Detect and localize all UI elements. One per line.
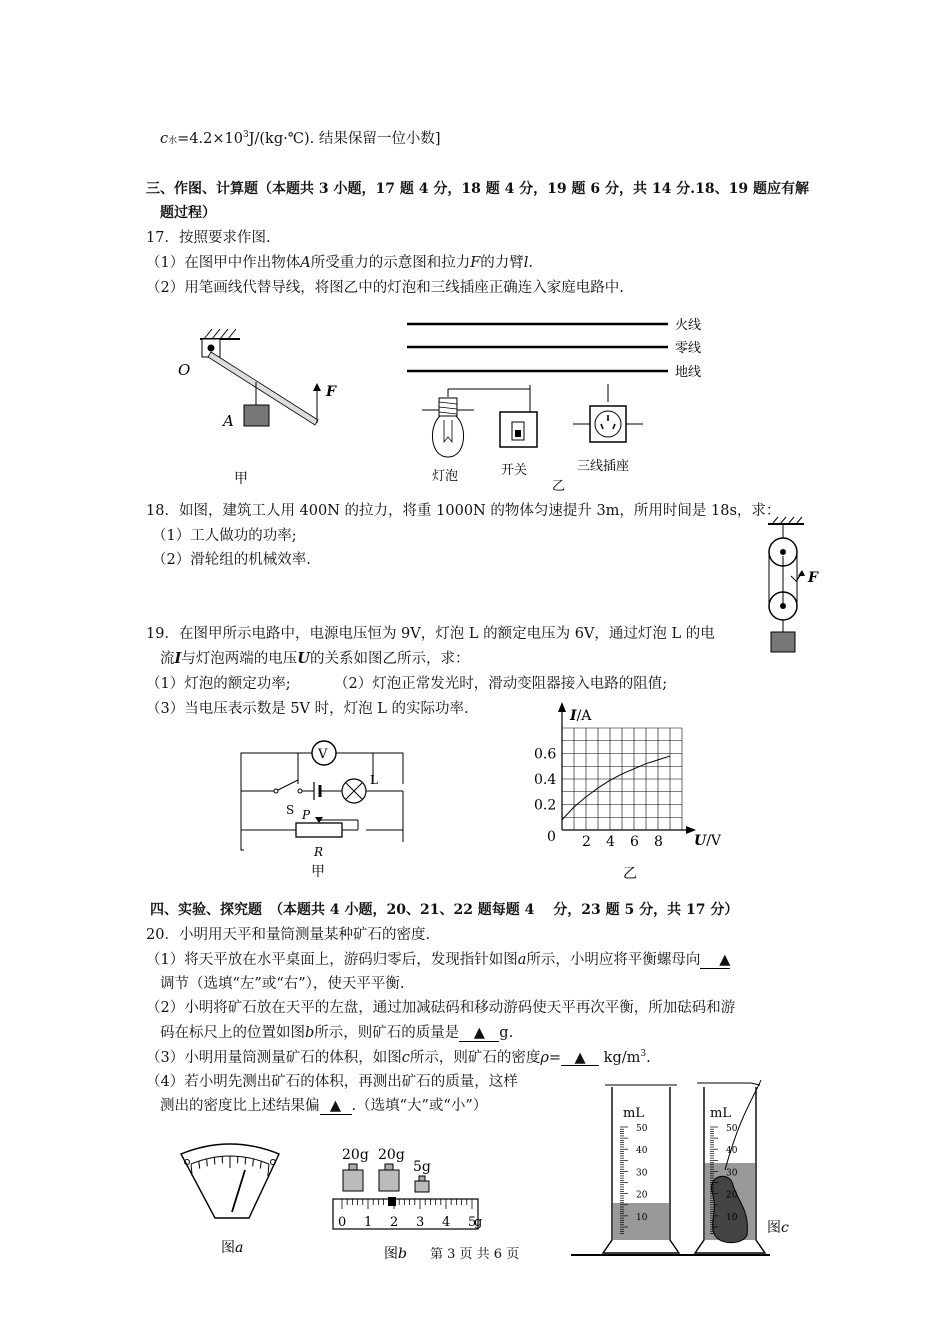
scale-unit-label: g xyxy=(474,1215,483,1230)
iu-graph xyxy=(530,700,740,885)
q20-p2-fig: b xyxy=(305,1025,315,1041)
q17-part2: （2）用笔画线代替导线，将图乙中的灯泡和三线插座正确连入家庭电路中. xyxy=(146,280,624,296)
cylinder-tick-label: 50 xyxy=(636,1124,648,1134)
lever-figure xyxy=(160,325,360,495)
answer-blank-4[interactable] xyxy=(320,1099,352,1115)
bulb-label: 灯泡 xyxy=(432,469,459,484)
section3-title-cont: 题过程） xyxy=(160,205,216,221)
slider-P-label: P xyxy=(302,808,311,822)
cylinder-tick-label: 40 xyxy=(726,1146,738,1157)
answer-blank-3[interactable] xyxy=(561,1051,599,1067)
equals-sign: = xyxy=(548,1049,562,1066)
cylinder-tick-label: 50 xyxy=(726,1124,738,1134)
q17-p1-F: F xyxy=(470,255,481,271)
q20-part2-cont xyxy=(160,1026,513,1042)
scale-tick-label: 0 xyxy=(338,1215,347,1230)
fig-yi-caption: 乙 xyxy=(552,479,566,494)
q20-p2-text2: 所示，则矿石的质量是 xyxy=(314,1025,460,1041)
q17-p1-A: A xyxy=(300,255,311,271)
q18-stem: 18．如图，建筑工人用 400N 的拉力，将重 1000N 的物体匀速提升 3m，所用时间是 18s，求： xyxy=(146,503,781,519)
lever-force-label: F xyxy=(326,384,336,400)
density-unit: kg/m xyxy=(603,1049,641,1066)
q19-U: U xyxy=(297,650,310,667)
q19-part3: （3）当电压表示数是 5V 时，灯泡 L 的实际功率. xyxy=(146,701,469,717)
pulley-force-label: F xyxy=(808,570,818,586)
q20-p1-text2: 所示，小明应将平衡螺母向 xyxy=(526,952,701,968)
x-tick-label: 2 xyxy=(582,834,591,850)
q18-part1: （1）工人做功的功率; xyxy=(152,528,297,544)
c-value: =4.2×10 xyxy=(177,130,243,147)
cylinder-2-unit: mL xyxy=(710,1106,731,1121)
q17-p1-text2: 所受重力的示意图和拉力 xyxy=(310,255,471,271)
rheostat-R-label: R xyxy=(314,845,324,859)
cylinder-tick-label: 10 xyxy=(726,1212,738,1223)
weight-20g-2-icon xyxy=(379,1164,399,1191)
lamp-L-label: L xyxy=(370,773,378,787)
weight-5g-label: 5g xyxy=(413,1159,431,1175)
cylinder-tick-label: 10 xyxy=(636,1212,648,1223)
fig-circuit-caption: 甲 xyxy=(311,864,325,880)
graph-caption: 乙 xyxy=(623,866,637,882)
c-exponent: 3 xyxy=(242,130,249,140)
origin-label: 0 xyxy=(547,829,556,845)
q20-part4: （4）若小明先测出矿石的体积，再测出矿石的质量，这样 xyxy=(146,1074,518,1090)
q17-p1-text: （1）在图甲中作出物体 xyxy=(146,255,301,271)
switch-icon xyxy=(500,385,537,447)
q20-stem: 20．小明用天平和量筒测量某种矿石的密度. xyxy=(146,927,431,943)
c-subscript: 水 xyxy=(168,135,178,146)
lever-object-label: A xyxy=(223,412,234,430)
q19-I: I xyxy=(174,650,182,667)
socket-label: 三线插座 xyxy=(577,459,630,474)
fig-jia-caption: 甲 xyxy=(234,471,248,487)
q19-text3: 的关系如图乙所示，求： xyxy=(309,651,470,667)
answer-blank-2[interactable] xyxy=(459,1026,499,1042)
q20-p1-text: （1）将天平放在水平桌面上，游码归零后，发现指针如图 xyxy=(146,952,518,968)
c-unit: J/(kg·℃). 结果保留一位小数] xyxy=(248,130,441,147)
x-tick-label: 6 xyxy=(630,834,639,850)
density-unit-exponent: 3 xyxy=(640,1049,647,1059)
blank-marker: ▲ xyxy=(329,1098,342,1114)
q20-part1-cont: 调节（选填“左”或“右”），使天平平衡. xyxy=(160,976,405,992)
circuit-figure xyxy=(236,734,411,884)
cylinder-1 xyxy=(603,1085,679,1253)
blank-marker: ▲ xyxy=(574,1049,586,1066)
q19-part2: （2）灯泡正常发光时，滑动变阻器接入电路的阻值; xyxy=(334,676,668,692)
rho-symbol: ρ xyxy=(540,1049,549,1066)
q20-p4-text: 测出的密度比上述结果偏 xyxy=(160,1098,320,1114)
fig-b-caption: 图b xyxy=(384,1246,407,1262)
q17-p1-l: l xyxy=(523,255,529,271)
cylinder-2 xyxy=(695,1080,765,1253)
q20-part2: （2）小明将矿石放在天平的左盘，通过加减砝码和移动游码使天平再次平衡，所加砝码和游 xyxy=(146,1000,736,1016)
q20-p3-text: （3）小明用量筒测量矿石的体积，如图 xyxy=(146,1049,402,1066)
q19-text: 流 xyxy=(160,651,175,667)
y-tick-label: 0.4 xyxy=(534,772,557,788)
page-footer: 第 3 页 共 6 页 xyxy=(430,1247,520,1262)
three-pin-socket-icon xyxy=(573,384,643,442)
section3-title: 三、作图、计算题（本题共 3 小题，17 题 4 分，18 题 4 分，19 题 6 分，共 14 分.18、19 题应有解 xyxy=(146,181,809,197)
weight-5g-icon xyxy=(415,1176,429,1192)
q20-part1 xyxy=(146,953,730,969)
weight-20g-1-icon xyxy=(343,1164,363,1191)
cylinder-1-unit: mL xyxy=(623,1106,644,1121)
weight-20g-1-label: 20g xyxy=(342,1147,369,1163)
q19-stem: 19．在图甲所示电路中，电源电压恒为 9V，灯泡 L 的额定电压为 6V，通过灯泡 L 的电 xyxy=(146,626,715,642)
q19-stem-cont xyxy=(160,652,469,667)
y-axis-label: I/A xyxy=(570,708,592,724)
scale-tick-label: 4 xyxy=(442,1215,451,1230)
q20-part4-cont xyxy=(160,1099,487,1115)
cylinder-tick-label: 20 xyxy=(726,1190,738,1201)
pulley-figure xyxy=(760,520,830,660)
neutral-wire-label: 零线 xyxy=(675,341,702,356)
cylinder-tick-label: 30 xyxy=(636,1168,648,1179)
q20-p2-text: 码在标尺上的位置如图 xyxy=(160,1025,305,1041)
q20-p3-end: . xyxy=(646,1049,651,1066)
q20-p3-fig: c xyxy=(401,1049,410,1066)
x-tick-label: 8 xyxy=(654,834,663,850)
q20-part3 xyxy=(146,1050,651,1066)
lever-pivot-label: O xyxy=(178,361,191,379)
scale-tick-label: 2 xyxy=(390,1215,399,1230)
weight-20g-2-label: 20g xyxy=(378,1147,405,1163)
scale-tick-label: 3 xyxy=(416,1215,425,1230)
cylinder-tick-label: 20 xyxy=(636,1190,648,1201)
ground-wire-label: 地线 xyxy=(675,365,702,380)
cylinder-tick-label: 40 xyxy=(636,1146,648,1157)
cylinder-tick-label: 30 xyxy=(726,1168,738,1179)
y-tick-label: 0.2 xyxy=(534,797,557,814)
cylinders-figure xyxy=(565,1075,805,1260)
voltmeter-label: V xyxy=(318,747,328,762)
y-tick-label: 0.6 xyxy=(534,746,557,763)
q20-p4-text2: .（选填“大”或“小”） xyxy=(351,1098,488,1114)
q17-stem: 17．按照要求作图. xyxy=(146,230,271,246)
scale-tick-label: 1 xyxy=(364,1215,373,1230)
x-axis-label: U/V xyxy=(694,833,722,849)
blank-marker: ▲ xyxy=(719,952,731,968)
c-symbol: c xyxy=(160,130,169,147)
q19-part1: （1）灯泡的额定功率; xyxy=(146,676,291,692)
q19-text2: 与灯泡两端的电压 xyxy=(181,651,298,667)
section4-title: 四、实验、探究题 （本题共 4 小题，20、21、22 题每题 4 分，23 题 5 分，共 17 分） xyxy=(150,902,739,918)
balance-pointer-figure xyxy=(175,1140,285,1265)
q18-part2: （2）滑轮组的机械效率. xyxy=(152,552,311,568)
fig-a-caption: 图a xyxy=(221,1240,244,1256)
top-line xyxy=(160,131,440,146)
switch-S-label: S xyxy=(286,803,295,817)
q20-p1-fig: a xyxy=(517,952,527,968)
rider-icon xyxy=(388,1197,396,1206)
fig-c-caption: 图c xyxy=(767,1220,789,1236)
iu-curve xyxy=(562,756,670,820)
q17-p1-end: . xyxy=(528,255,534,271)
q20-p2-unit: g. xyxy=(499,1025,514,1041)
x-tick-label: 4 xyxy=(606,834,615,850)
live-wire-label: 火线 xyxy=(675,318,702,333)
q17-part1 xyxy=(146,256,533,271)
blank-marker: ▲ xyxy=(473,1025,485,1041)
switch-label: 开关 xyxy=(501,463,528,478)
q20-p3-text2: 所示，则矿石的密度 xyxy=(409,1049,541,1066)
answer-blank-1[interactable] xyxy=(700,953,730,969)
q17-p1-text3: 的力臂 xyxy=(480,255,524,271)
home-circuit-figure xyxy=(400,312,720,492)
scale-tick-label: 5 xyxy=(468,1215,477,1230)
